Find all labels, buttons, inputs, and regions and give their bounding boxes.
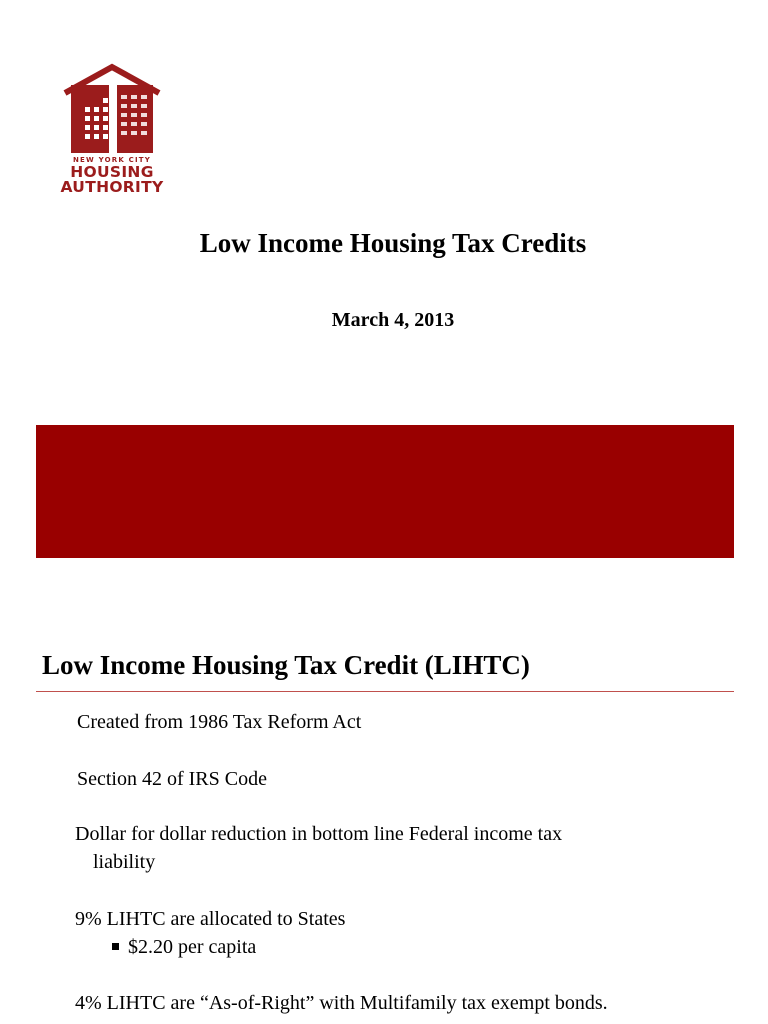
nycha-logo bbox=[57, 63, 167, 198]
section-divider bbox=[36, 691, 734, 692]
bullet-item: 9% LIHTC are allocated to States bbox=[75, 908, 346, 930]
logo-line-housing: HOUSING bbox=[70, 163, 154, 181]
slide-date: March 4, 2013 bbox=[331, 309, 455, 331]
bullet-item: 4% LIHTC are “As-of-Right” with Multifamily tax exempt bonds. bbox=[75, 992, 608, 1014]
section-title: Low Income Housing Tax Credit (LIHTC) bbox=[42, 650, 530, 680]
bullet-item bbox=[75, 820, 562, 876]
bullet-line: Dollar for dollar reduction in bottom line Federal income tax bbox=[75, 823, 563, 845]
red-banner bbox=[36, 425, 734, 558]
bullet-line-continued: liability bbox=[93, 851, 156, 873]
logo-line-nyc: NEW YORK CITY bbox=[72, 156, 151, 164]
sub-bullet-text: $2.20 per capita bbox=[128, 936, 257, 958]
square-bullet-icon bbox=[112, 943, 119, 950]
bullet-item: Section 42 of IRS Code bbox=[77, 768, 267, 790]
logo-line-authority: AUTHORITY bbox=[60, 178, 164, 196]
building-logo-icon bbox=[61, 63, 163, 153]
bullet-item: Created from 1986 Tax Reform Act bbox=[77, 711, 362, 733]
slide-title: Low Income Housing Tax Credits bbox=[199, 228, 587, 258]
sub-bullet-item bbox=[112, 933, 256, 961]
